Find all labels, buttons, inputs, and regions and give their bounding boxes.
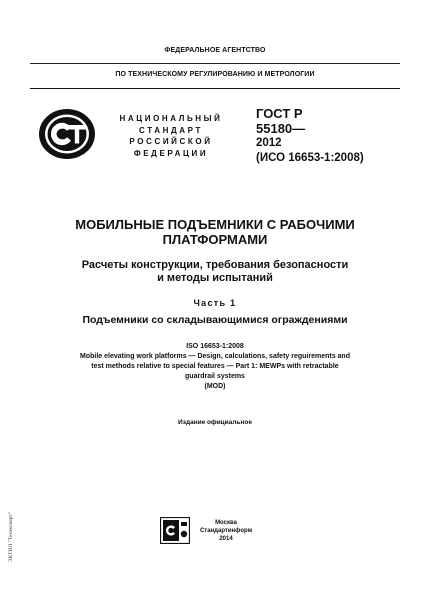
english-title-line-2: test methods relative to special features — Part 1: MEWPs with retractable [91,363,339,370]
english-title-block [30,342,400,392]
publisher-city: Москва [215,520,237,526]
document-subtitle [30,259,400,285]
header-divider-top [30,63,400,64]
standard-name [112,113,230,159]
standard-name-line-4: ФЕДЕРАЦИИ [133,148,209,158]
part-title: Подъемники со складывающимися ограждениями [82,314,348,326]
part-number: Часть 1 [193,298,237,308]
standartinform-logo-icon [160,517,190,544]
publisher-name: Стандартинформ [199,528,253,534]
document-title-line-1: МОБИЛЬНЫЕ ПОДЪЕМНИКИ С РАБОЧИМИ [75,217,355,232]
standard-code-line-1: ГОСТ Р [256,106,303,121]
standard-code-line-2: 55180— [256,121,306,136]
document-subtitle-line-1: Расчеты конструкции, требования безопасности [81,259,349,271]
agency-line-1: ФЕДЕРАЛЬНОЕ АГЕНТСТВО [164,47,266,54]
document-title-line-2: ПЛАТФОРМАМИ [162,232,268,247]
document-subtitle-line-2: и методы испытаний [157,272,273,284]
standard-code-line-4: (ИСО 16653-1:2008) [256,152,364,164]
side-note [5,490,15,590]
english-title-line-1: Mobile elevating work platforms — Design, calculations, safety reguirements and [80,353,350,360]
standard-name-line-1: НАЦИОНАЛЬНЫЙ [119,114,223,123]
standard-name-line-2: СТАНДАРТ [139,125,203,135]
agency-line-2: ПО ТЕХНИЧЕСКОМУ РЕГУЛИРОВАНИЮ И МЕТРОЛОГИИ [115,71,315,78]
publication-year: 2014 [219,536,233,542]
publisher-info [197,519,255,543]
standard-name-line-3: РОССИЙСКОЙ [129,137,213,146]
iso-reference: ISO 16653-1:2008 [186,343,244,350]
header-divider-bottom [30,88,400,89]
side-note-text: ЭКТИЛ "Техэксперт" [8,511,14,563]
english-title-line-3: guardrail systems [185,373,245,380]
document-title [30,217,400,247]
standard-code [256,106,364,166]
standard-code-line-3: 2012 [256,137,282,149]
modification-note: (MOD) [204,383,226,390]
gost-r-emblem-icon [38,108,96,160]
edition-label: Издание официальное [178,419,252,426]
